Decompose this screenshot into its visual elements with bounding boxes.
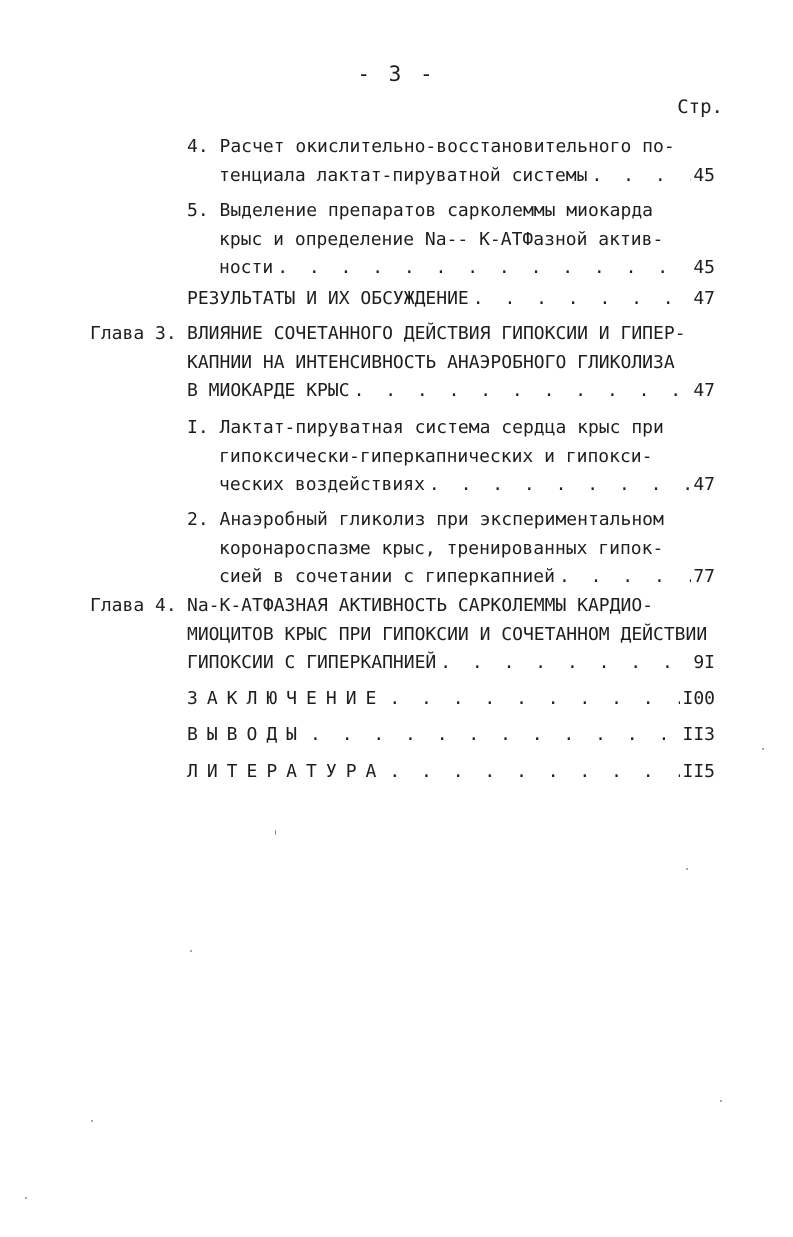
toc-page-number: II3 — [682, 724, 715, 745]
toc-entry-text: ЗАКЛЮЧЕНИЕ — [187, 688, 386, 709]
toc-entry-text: ВЛИЯНИЕ СОЧЕТАННОГО ДЕЙСТВИЯ ГИПОКСИИ И ГИПЕР- — [187, 323, 686, 344]
toc-entry-line-with-page — [187, 649, 715, 677]
scan-speck — [25, 1197, 27, 1199]
toc-entry-line-with-page — [219, 254, 715, 282]
toc-entry-text: РЕЗУЛЬТАТЫ И ИХ ОБСУЖДЕНИЕ — [187, 288, 469, 309]
toc-entry-line — [187, 197, 653, 225]
toc-page-number: 47 — [693, 474, 715, 495]
toc-page-number: 47 — [693, 380, 715, 401]
toc-entry-line — [187, 320, 686, 348]
toc-entry-line — [187, 414, 664, 442]
toc-entry-line-with-page — [219, 471, 715, 499]
toc-entry-text: 5. Выделение препаратов сарколеммы миокарда — [187, 200, 653, 221]
toc-entry-line-with-page — [219, 563, 715, 591]
toc-entry-text: крыс и определение Na-- K-АТФазной актив- — [219, 228, 664, 250]
toc-entry-line — [187, 592, 653, 620]
toc-entry-line — [219, 226, 663, 254]
toc-entry-text: Na-K-АТФАЗНАЯ АКТИВНОСТЬ САРКОЛЕММЫ КАРДИО- — [187, 595, 653, 616]
toc-dot-leader — [591, 162, 691, 190]
toc-dot-leader — [559, 563, 691, 591]
toc-entry-line — [219, 535, 663, 563]
toc-dot-leader — [389, 758, 680, 786]
toc-entry-text: ВЫВОДЫ — [187, 724, 307, 745]
page-column-heading: Стр. — [677, 96, 723, 118]
toc-entry-text: ности — [219, 257, 274, 278]
toc-entry-line-with-page — [187, 377, 715, 405]
toc-dot-leader — [429, 471, 691, 499]
toc-entry-text: ГИПОКСИИ С ГИПЕРКАПНИЕЙ — [187, 652, 437, 673]
toc-entry-text: I. Лактат-пируватная система сердца крыс при — [187, 417, 664, 438]
toc-page-number: 47 — [693, 288, 715, 309]
toc-entry-line-with-page — [187, 285, 715, 313]
toc-entry-text: гипоксически-гиперкапнических и гипокси- — [219, 445, 653, 467]
toc-entry-text: КАПНИИ НА ИНТЕНСИВНОСТЬ АНАЭРОБНОГО ГЛИКОЛИЗА — [187, 351, 675, 373]
toc-chapter-label: Глава 3. — [90, 323, 177, 344]
toc-dot-leader — [277, 254, 691, 282]
toc-entry-line-with-page — [219, 162, 715, 190]
scan-speck — [686, 868, 688, 870]
toc-entry-line — [187, 506, 664, 534]
toc-page-number: 77 — [693, 566, 715, 587]
toc-entry-text: 2. Анаэробный гликолиз при экспериментальном — [187, 509, 664, 530]
toc-page-number: I00 — [682, 688, 715, 709]
toc-entry-text: ЛИТЕРАТУРА — [187, 761, 386, 782]
scan-speck — [762, 748, 764, 750]
toc-entry-text: коронароспазме крыс, тренированных гипок- — [219, 537, 664, 559]
toc-chapter-label: Глава 4. — [90, 595, 177, 616]
toc-entry-text: МИОЦИТОВ КРЫС ПРИ ГИПОКСИИ И СОЧЕТАННОМ ДЕЙСТВИИ — [187, 623, 708, 645]
toc-page-number: 45 — [693, 164, 715, 186]
toc-entry-line — [219, 443, 652, 471]
toc-page-number: 45 — [693, 257, 715, 278]
scan-speck — [720, 1100, 722, 1102]
toc-entry-text: В МИОКАРДЕ КРЫС — [187, 380, 350, 401]
toc-dot-leader — [310, 721, 680, 749]
toc-entry-line-with-page — [187, 685, 715, 713]
toc-entry-line-with-page — [187, 721, 715, 749]
toc-entry-text: сией в сочетании с гиперкапнией — [219, 566, 555, 587]
toc-entry-line — [187, 621, 707, 649]
toc-entry-text: ческих воздействиях — [219, 474, 425, 495]
toc-page-number: II5 — [682, 761, 715, 782]
scan-speck — [190, 950, 192, 952]
toc-dot-leader — [440, 649, 691, 677]
toc-page-number: 9I — [693, 652, 715, 673]
toc-dot-leader — [389, 685, 680, 713]
scan-speck — [91, 1120, 93, 1122]
toc-dot-leader — [354, 377, 692, 405]
toc-entry-line-with-page — [187, 758, 715, 786]
scan-speck — [275, 830, 276, 835]
page-number: - 3 - — [357, 62, 436, 86]
toc-entry-text: тенциала лактат-пируватной системы — [219, 164, 588, 186]
toc-dot-leader — [473, 285, 692, 313]
toc-entry-line — [187, 349, 675, 377]
toc-entry-text: 4. Расчет окислительно-восстановительного по- — [187, 136, 675, 157]
toc-entry-line — [187, 133, 675, 161]
